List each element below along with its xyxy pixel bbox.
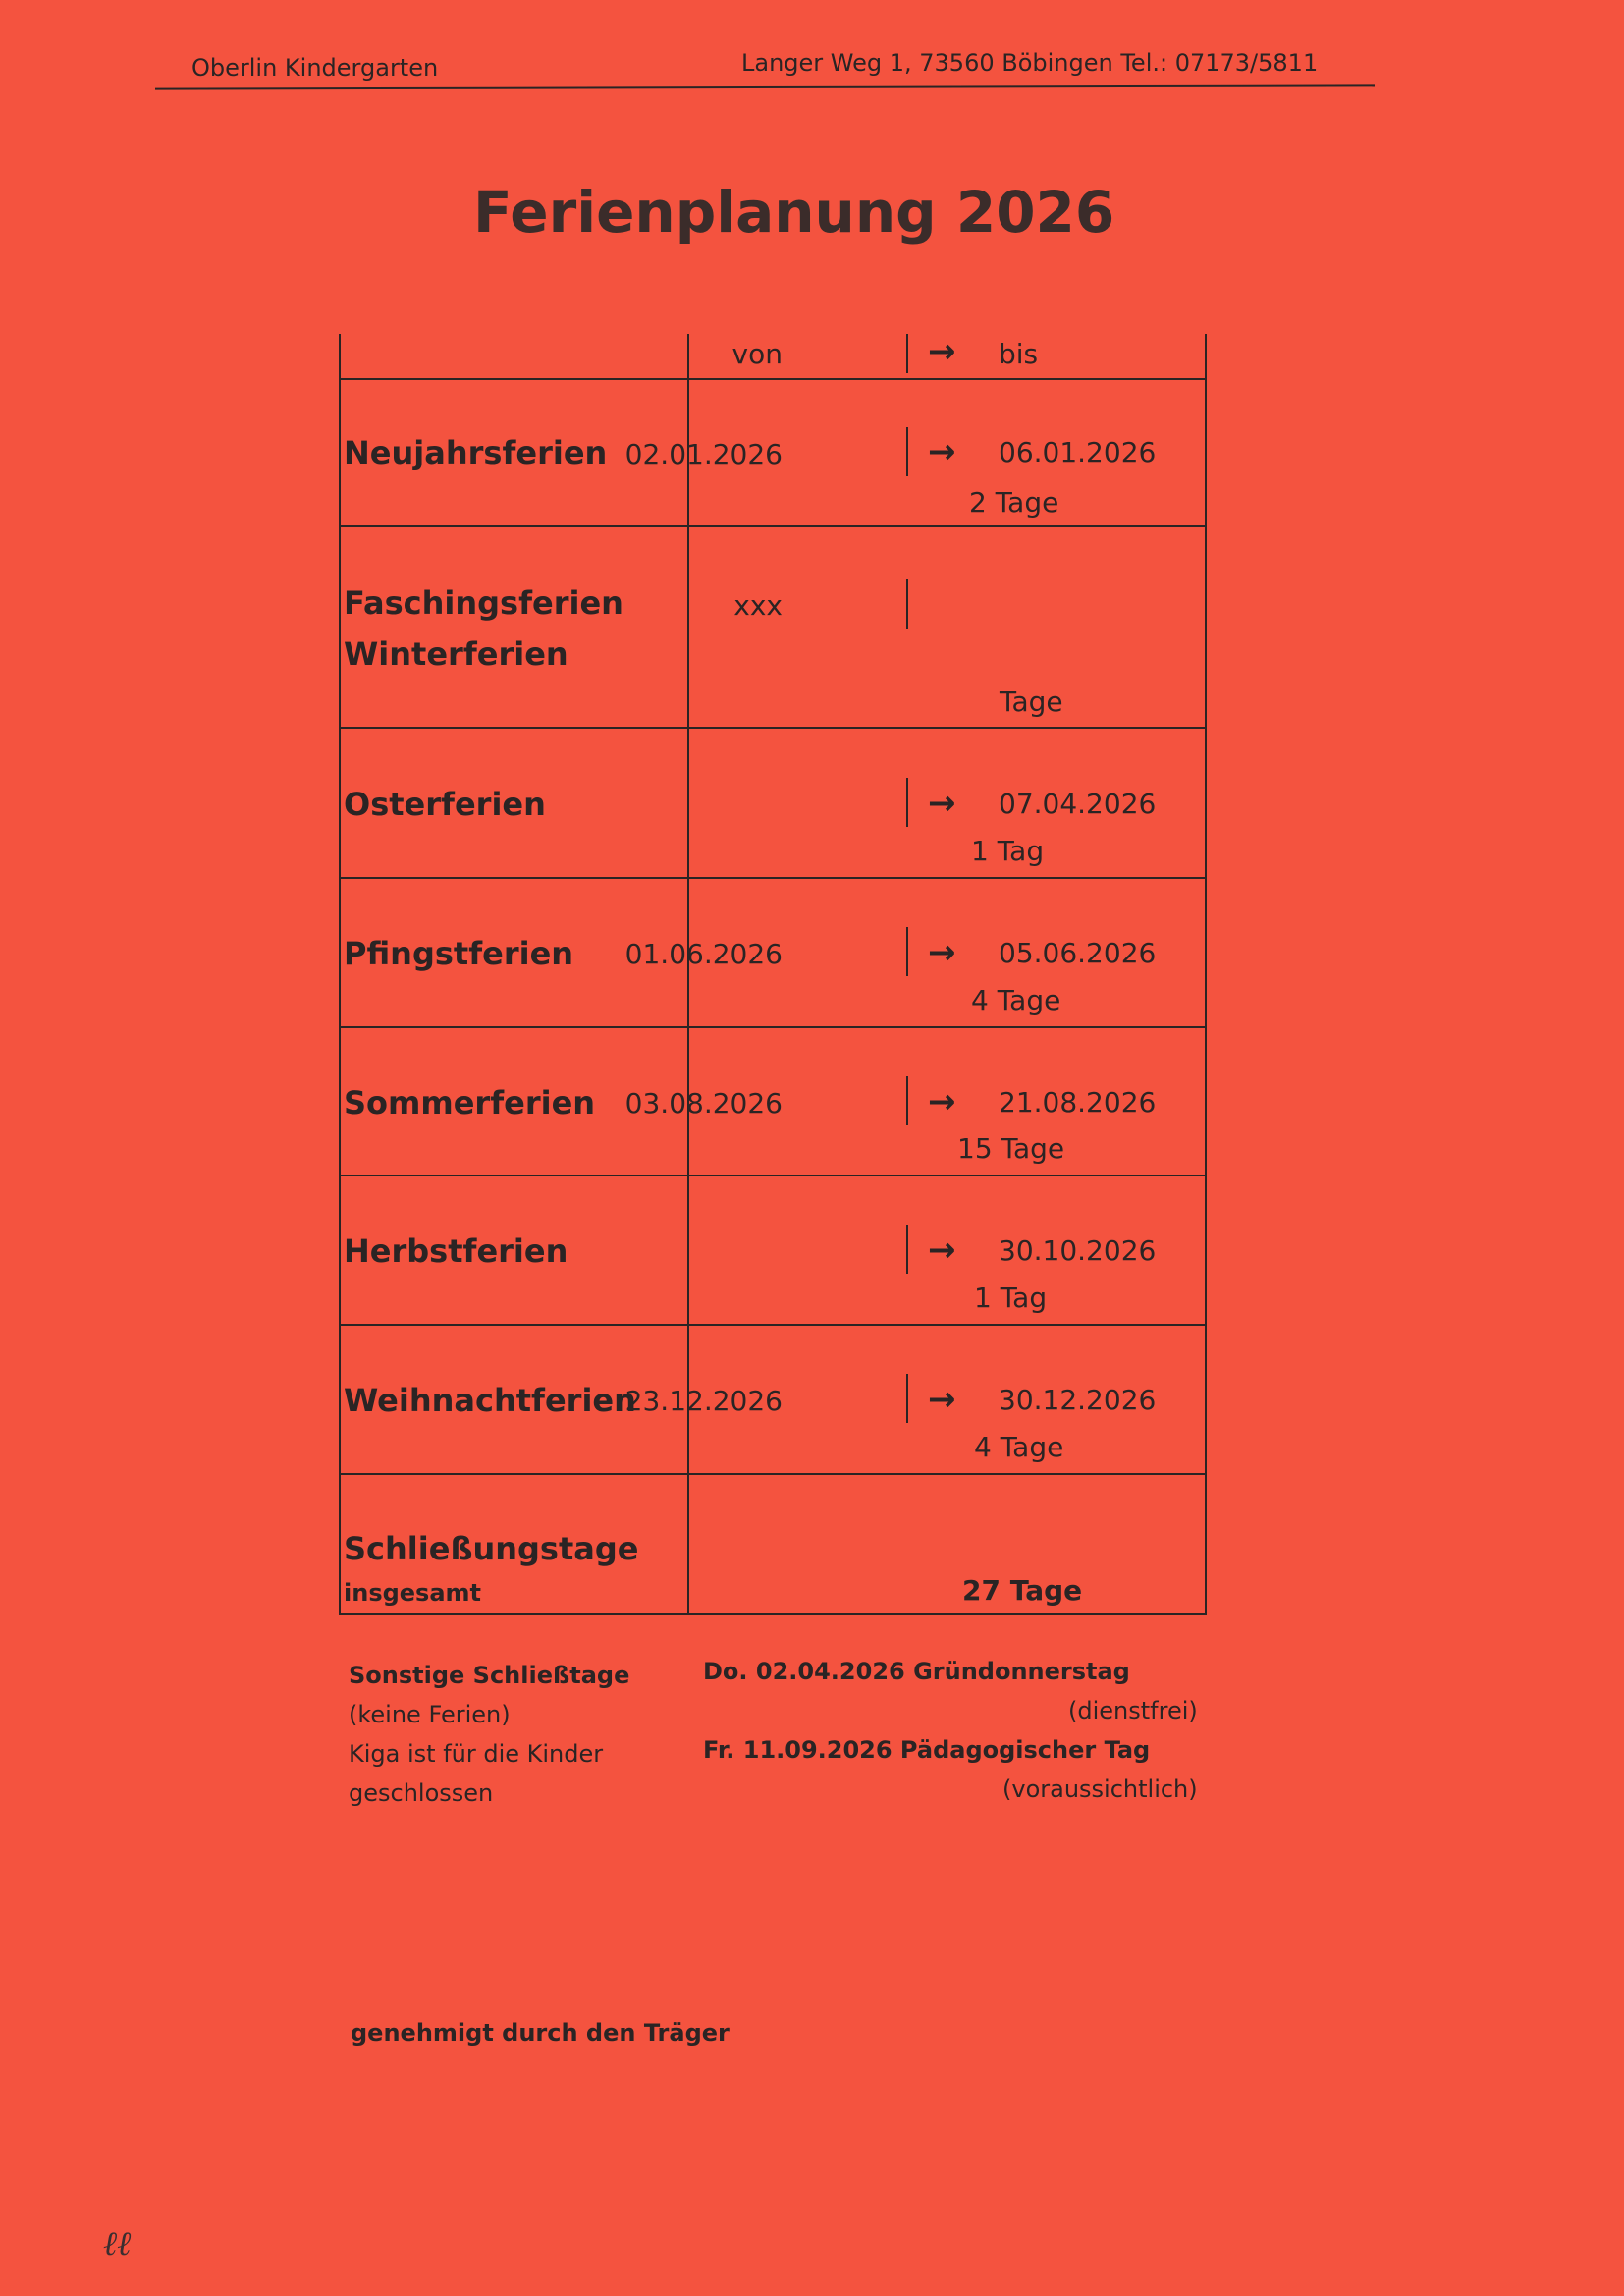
total-label: Schließungstage [344, 1530, 639, 1567]
date-separator [906, 778, 908, 827]
holiday-days-count: Tage [1000, 685, 1063, 718]
holiday-to-date: 30.12.2026 [999, 1384, 1157, 1416]
holiday-label-neujahrsferien: Neujahrsferien [344, 434, 608, 471]
holiday-days-count: 2 Tage [969, 486, 1059, 519]
holiday-from-date: 02.01.2026 [624, 438, 783, 470]
arrow-icon: → [928, 432, 956, 471]
holiday-to-date: 21.08.2026 [999, 1086, 1157, 1119]
holiday-from-date: 03.08.2026 [624, 1087, 783, 1120]
table-rule [339, 378, 1207, 380]
holiday-label-faschingsferien: Faschingsferien [344, 584, 623, 622]
table-rule [339, 1613, 1207, 1615]
table-rule [339, 1324, 1207, 1326]
holiday-label-weihnachtferien: Weihnachtferien [344, 1382, 636, 1419]
arrow-icon: → [928, 933, 956, 972]
column-header-von: von [731, 338, 783, 370]
holiday-label-sommerferien: Sommerferien [344, 1084, 596, 1121]
holiday-from-date: 01.06.2026 [624, 938, 783, 970]
table-rule [339, 1473, 1207, 1475]
date-separator [906, 1076, 908, 1125]
arrow-icon: → [928, 1380, 956, 1419]
holiday-from-date: xxx [733, 589, 783, 622]
other-closures-heading: Sonstige Schließtage [349, 1662, 630, 1689]
holiday-to-date: 30.10.2026 [999, 1234, 1157, 1267]
kindergarten-address: Langer Weg 1, 73560 Böbingen Tel.: 07173/5811 [741, 49, 1319, 77]
arrow-icon: → [928, 332, 956, 371]
holiday-days-count: 1 Tag [974, 1282, 1048, 1314]
table-rule [339, 525, 1207, 527]
kindergarten-name: Oberlin Kindergarten [191, 54, 439, 82]
holiday-to-date: 06.01.2026 [999, 436, 1157, 468]
holiday-label-herbstferien: Herbstferien [344, 1232, 568, 1270]
table-rule [339, 1175, 1207, 1176]
approval-text: genehmigt durch den Träger [351, 2019, 730, 2047]
holiday-days-count: 4 Tage [974, 1431, 1064, 1463]
table-rule [339, 727, 1207, 729]
arrow-icon: → [928, 784, 956, 823]
holiday-days-count: 15 Tage [957, 1132, 1065, 1165]
other-closures-note: (keine Ferien) [349, 1701, 511, 1728]
other-closures-note: geschlossen [349, 1779, 494, 1807]
arrow-icon: → [928, 1082, 956, 1121]
date-separator [906, 927, 908, 976]
closure-item-note: (voraussichtlich) [1002, 1776, 1198, 1803]
holiday-days-count: 1 Tag [971, 835, 1045, 867]
closure-item-gruendonnerstag: Do. 02.04.2026 Gründonnerstag [703, 1658, 1130, 1685]
closure-item-paedagogischer-tag: Fr. 11.09.2026 Pädagogischer Tag [703, 1736, 1151, 1764]
date-separator [906, 1225, 908, 1274]
header-divider [155, 84, 1375, 89]
holiday-label-osterferien: Osterferien [344, 786, 546, 823]
holiday-table [339, 334, 1207, 1615]
arrow-icon: → [928, 1230, 956, 1270]
signature-mark: ℓℓ [103, 2224, 132, 2264]
holiday-days-count: 4 Tage [971, 984, 1061, 1016]
date-separator [906, 579, 908, 629]
column-header-bis: bis [999, 338, 1039, 370]
column-separator [906, 334, 908, 373]
other-closures-note: Kiga ist für die Kinder [349, 1740, 604, 1768]
total-sublabel: insgesamt [344, 1579, 482, 1607]
holiday-to-date: 05.06.2026 [999, 937, 1157, 969]
table-rule [339, 1026, 1207, 1028]
date-separator [906, 427, 908, 476]
holiday-to-date: 07.04.2026 [999, 788, 1157, 820]
holiday-from-date: 23.12.2026 [624, 1385, 783, 1417]
date-separator [906, 1374, 908, 1423]
total-days-count: 27 Tage [962, 1574, 1083, 1607]
holiday-label-winterferien: Winterferien [344, 635, 568, 673]
table-rule [339, 877, 1207, 879]
holiday-label-pfingstferien: Pfingstferien [344, 935, 574, 972]
closure-item-note: (dienstfrei) [1068, 1697, 1198, 1724]
page-title: Ferienplanung 2026 [473, 179, 1115, 246]
